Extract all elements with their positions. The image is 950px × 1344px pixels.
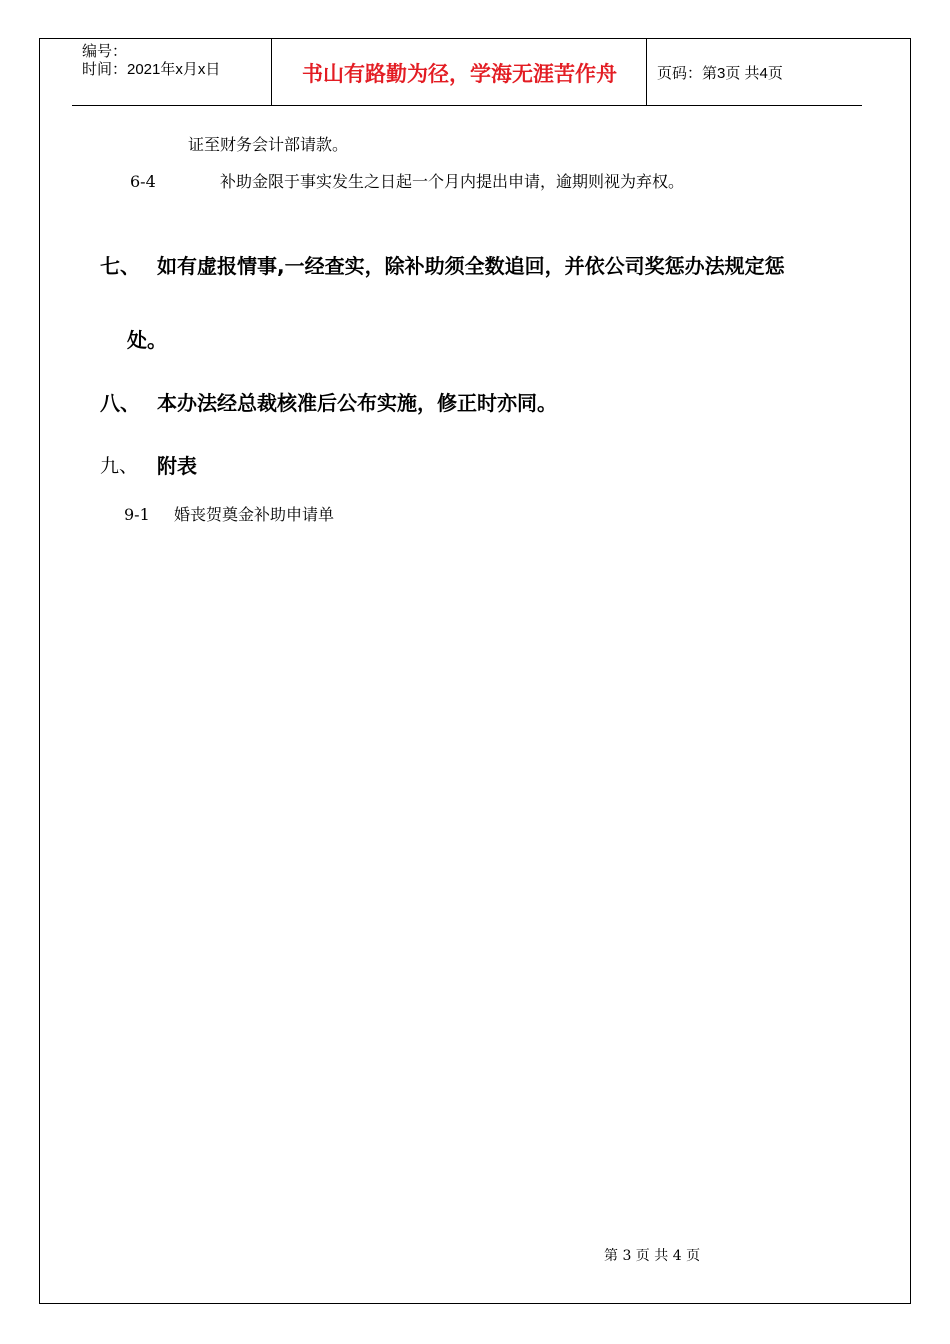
header-page-cell <box>647 39 862 105</box>
item-9-1-text: 婚丧贺奠金补助申请单 <box>174 505 335 524</box>
document-number-label: 编号： <box>82 43 128 60</box>
page-frame <box>39 38 911 1304</box>
header-motto-cell <box>272 39 647 105</box>
item-6-4-text: 补助金限于事实发生之日起一个月内提出申请，逾期则视为弃权。 <box>220 172 685 191</box>
section-9-number: 九、 <box>100 455 139 477</box>
header-info-cell <box>72 39 272 105</box>
footer-page-number: 第 3 页 共 4 页 <box>604 1248 701 1264</box>
header-page-number: 页码：第3页 共4页 <box>657 65 783 82</box>
item-9-1-number: 9-1 <box>124 505 150 524</box>
header-motto: 书山有路勤为径，学海无涯苦作舟 <box>302 62 617 86</box>
section-7-number: 七、 <box>100 254 140 278</box>
continued-text-line: 证至财务会计部请款。 <box>188 135 349 154</box>
document-header <box>72 38 862 106</box>
section-7-text: 如有虚报情事,一经查实，除补助须全数追回，并依公司奖惩办法规定惩 <box>157 254 785 278</box>
section-8-text: 本办法经总裁核准后公布实施，修正时亦同。 <box>157 391 557 415</box>
section-8-number: 八、 <box>100 391 140 415</box>
section-7-continuation: 处。 <box>127 328 167 352</box>
item-6-4-number: 6-4 <box>130 172 156 191</box>
section-9-text: 附表 <box>157 454 197 478</box>
document-date-label: 时间：2021年x月x日 <box>82 61 221 78</box>
